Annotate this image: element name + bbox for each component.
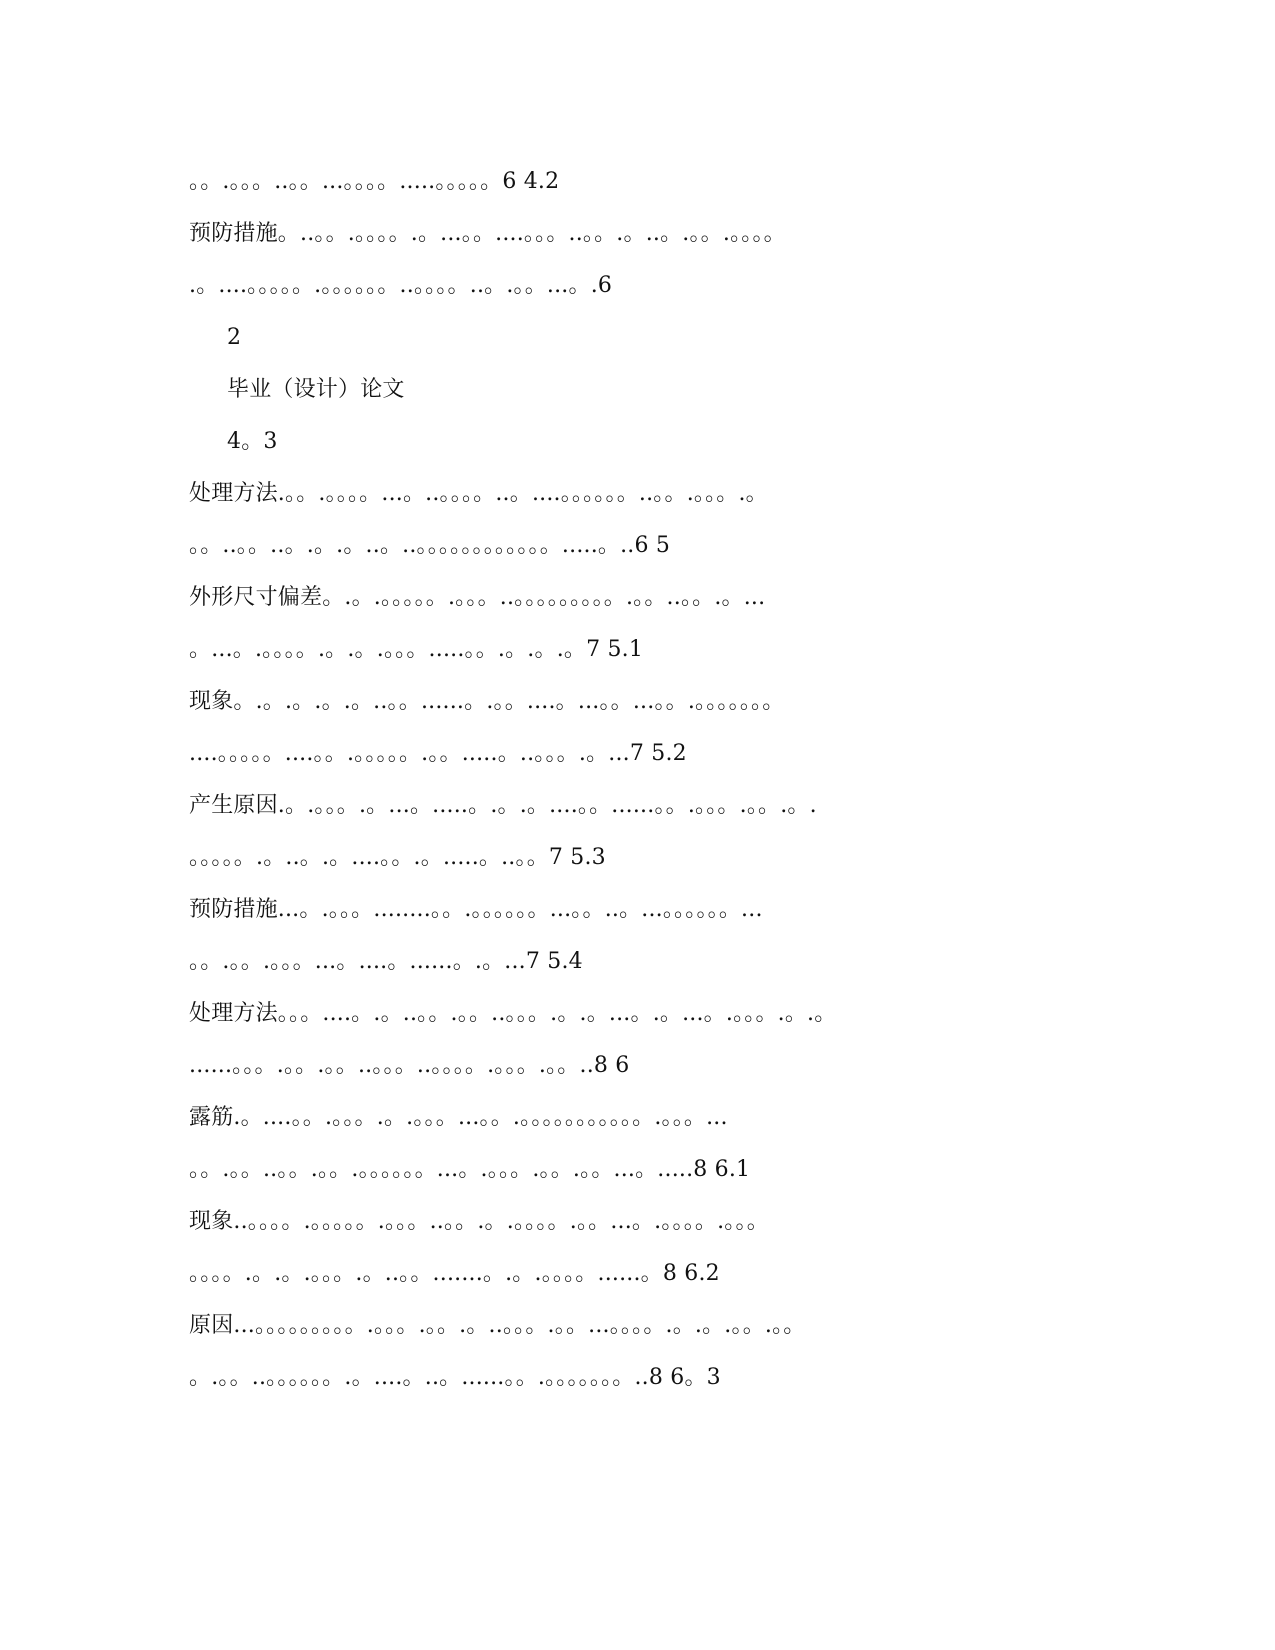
toc-line: 产生原因.。.。。。.。...。.....。.。.。....。。......。。.。。。.。。.。. (189, 793, 817, 818)
toc-line: 外形尺寸偏差。.。.。。。。。.。。。..。。。。。。。。。.。。..。。.。... (189, 585, 766, 610)
toc-line: ....。。。。。....。。.。。。。。.。。.....。..。。。.。...7 5.2 (189, 741, 687, 766)
toc-line: 处理方法.。。.。。。。...。..。。。。..。....。。。。。。..。。.。。。.。 (189, 481, 768, 506)
toc-line: 现象..。。。。.。。。。。.。。。..。。.。.。。。。.。。...。.。。。。.。。。 (189, 1209, 769, 1234)
toc-line: 原因...。。。。。。。。。.。。。.。。.。..。。。.。。...。。。。.。.。.。。.。。 (189, 1313, 806, 1338)
toc-line: .。....。。。。。.。。。。。。..。。。。..。.。。...。.6 (189, 273, 613, 298)
toc-line: 。。。。。.。..。.。....。。.。.....。..。。7 5.3 (189, 845, 606, 870)
toc-line: 露筋.。....。。.。。。.。.。。。...。。.。。。。。。。。。。。.。。。... (189, 1105, 728, 1130)
toc-line: 处理方法。。。....。.。..。。.。。..。。。.。.。...。.。...。.。。。.。.。 (189, 1001, 837, 1026)
toc-line: 。。..。。..。.。.。..。..。。。。。。。。。。。。.....。..6 5 (189, 533, 671, 558)
toc-line: 。。.。。..。。.。。.。。。。。。...。.。。。.。。.。。...。.....8 6.1 (189, 1157, 751, 1182)
toc-line: 。。。。.。.。.。。。.。..。。.......。.。.。。。。......。8 6.2 (189, 1261, 720, 1286)
toc-line: 。.。。..。。。。。。.。....。..。......。。.。。。。。。。..8 6。3 (189, 1365, 721, 1390)
page-number: 2 (227, 325, 242, 350)
toc-line: 预防措施。..。。.。。。。.。...。。....。。。..。。.。..。.。。.。。。。 (189, 221, 786, 246)
toc-line: 现象。.。.。.。.。..。。......。.。。....。...。。...。。.。。。。。。。 (189, 689, 785, 714)
running-header: 毕业（设计）论文 (227, 377, 405, 402)
toc-line: ......。。。.。。.。。..。。。..。。。。.。。。.。。..8 6 (189, 1053, 630, 1078)
toc-line: 。...。.。。。。.。.。.。。。.....。。.。.。.。7 5.1 (189, 637, 644, 662)
section-number: 4。3 (227, 429, 278, 454)
toc-line: 。。.。。.。。。...。....。......。.。...7 5.4 (189, 949, 583, 974)
toc-line: 预防措施...。.。。。........。。.。。。。。。...。。..。...。。。。。。... (189, 897, 763, 922)
toc-line: 。。.。。。..。。...。。。。.....。。。。。6 4.2 (189, 169, 560, 194)
